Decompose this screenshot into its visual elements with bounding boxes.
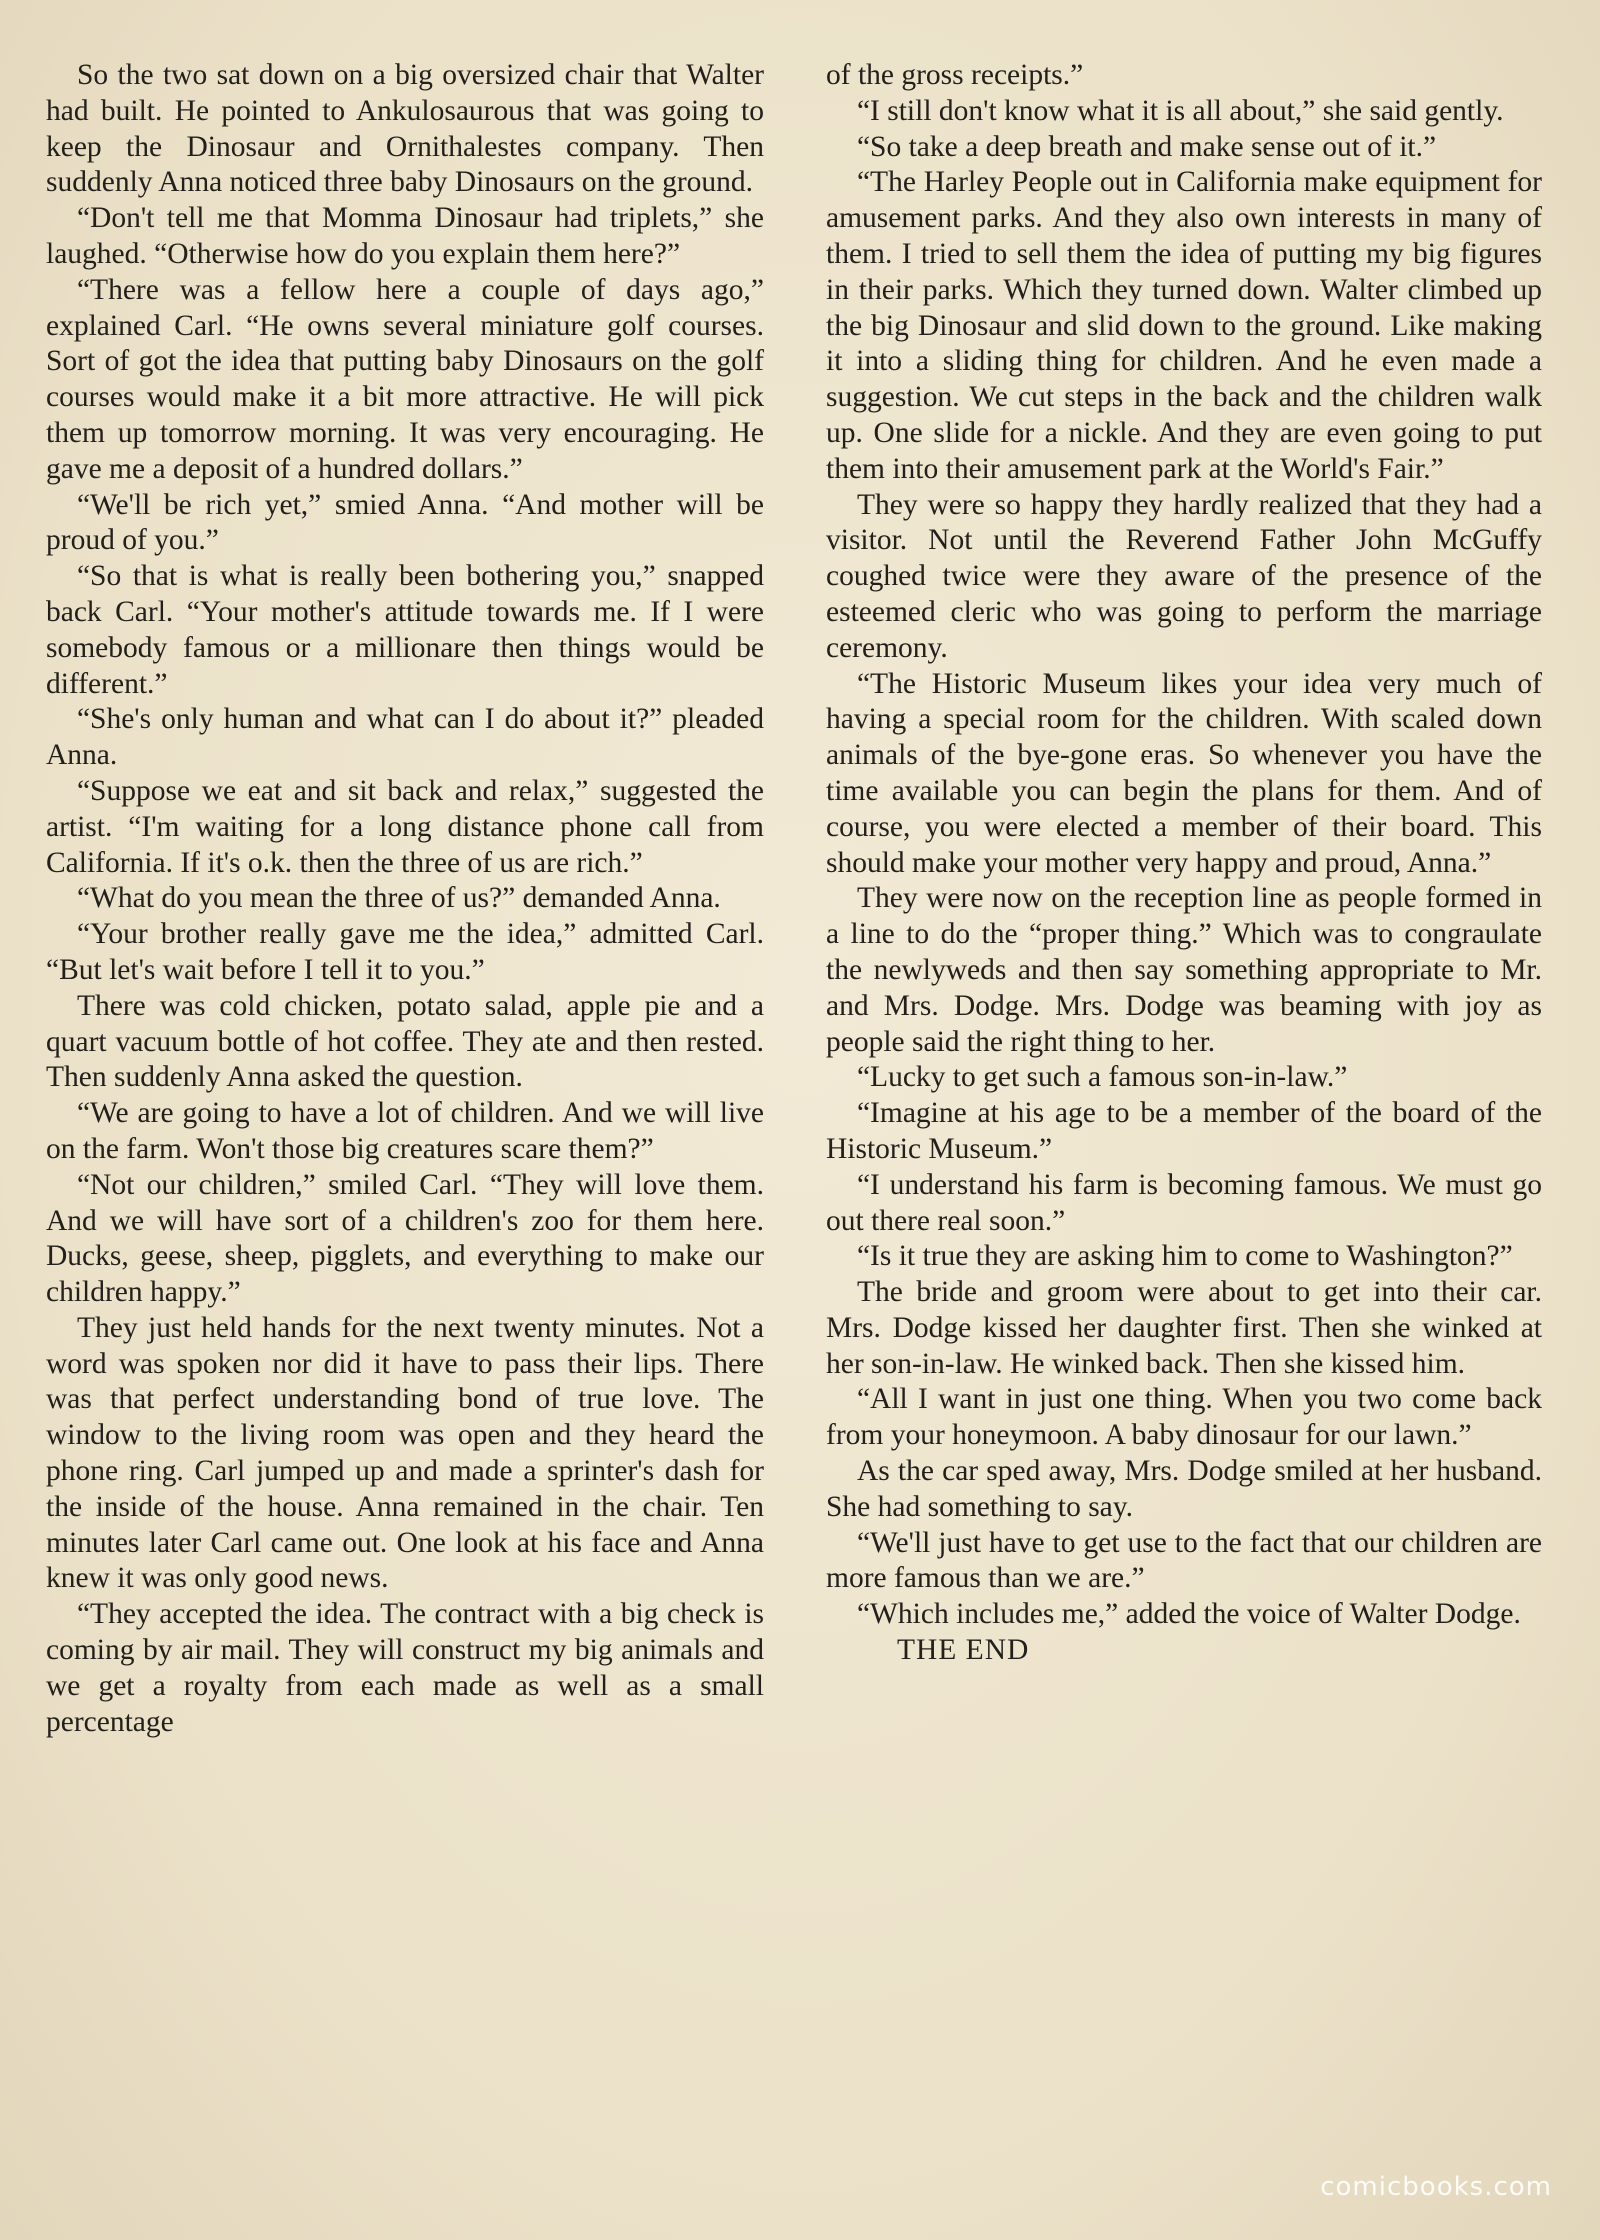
paragraph: “So take a deep breath and make sense out of it.” xyxy=(856,130,1437,163)
paragraph: They just held hands for the next twenty minutes. Not a word was spoken nor did it have to pass their lips. There was that perfect understanding bond of true love. The window to the living room was open and they heard the phone ring. Carl jumped up and made a sprinter's dash for the inside of the house. Anna remained in the chair. Ten minutes later Carl came out. One look at his face and Anna knew it was only good news. xyxy=(46,1311,764,1595)
the-end-label: THE END xyxy=(896,1634,1030,1667)
paragraph: “Your brother really gave me the idea,” admitted Carl. “But let's wait before I tell it to you.” xyxy=(46,918,764,986)
right-paragraphs xyxy=(826,58,1542,1633)
paragraph: “Is it true they are asking him to come to Washington?” xyxy=(856,1240,1513,1273)
paragraph: “Suppose we eat and sit back and relax,” suggested the artist. “I'm waiting for a long distance phone call from California. If it's o.k. then the three of us are rich.” xyxy=(46,774,764,879)
paragraph: There was cold chicken, potato salad, apple pie and a quart vacuum bottle of hot coffee. They ate and then rested. Then suddenly Anna asked the question. xyxy=(46,989,764,1094)
paragraph: “I understand his farm is becoming famous. We must go out there real soon.” xyxy=(826,1168,1542,1237)
paragraph: “What do you mean the three of us?” demanded Anna. xyxy=(76,882,721,915)
paragraph: “All I want in just one thing. When you two come back from your honeymoon. A baby dinosaur for our lawn.” xyxy=(826,1383,1542,1452)
paragraph: They were now on the reception line as people formed in a line to do the “proper thing.” Which was to congraulate the newlyweds and then say something appropriate to Mr. and Mrs. Dodge. Mrs. Dodge was beaming with joy as people said the right thing to her. xyxy=(826,882,1542,1058)
paragraph: “So that is what is really been bothering you,” snapped back Carl. “Your mother's attitude towards me. If I were somebody famous or a millionare then things would be different.” xyxy=(46,560,764,700)
paragraph: “I still don't know what it is all about,” she said gently. xyxy=(856,94,1504,127)
paragraph: “Not our children,” smiled Carl. “They will love them. And we will have sort of a children's zoo for them here. Ducks, geese, sheep, pigglets, and everything to make our children happy.” xyxy=(46,1168,764,1309)
paragraph: “The Harley People out in California make equipment for amusement parks. And they also own interests in many of them. I tried to sell them the idea of putting my big figures in their parks. Which they turned down. Walter climbed up the big Dinosaur and slid down to the ground. Like making it into a sliding thing for children. And he even made a suggestion. We cut steps in the back and the children walk up. One slide for a nickle. And they are even going to put them into their amusement park at the World's Fair.” xyxy=(826,166,1542,485)
paragraph: “We'll be rich yet,” smied Anna. “And mother will be proud of you.” xyxy=(46,488,764,557)
paragraph: As the car sped away, Mrs. Dodge smiled at her husband. She had something to say. xyxy=(826,1455,1542,1523)
left-text-column xyxy=(46,58,764,1740)
right-text-column xyxy=(826,58,1542,1669)
paragraph: They were so happy they hardly realized that they had a visitor. Not until the Reverend Father John McGuffy coughed twice were they aware of the presence of the esteemed cleric who was going to perform the marriage ceremony. xyxy=(826,488,1542,664)
paragraph: “The Historic Museum likes your idea very much of having a special room for the children. With scaled down animals of the bye-gone eras. So whenever you have the time available you can begin the plans for them. And of course, you were elected a member of their board. This should make your mother very happy and proud, Anna.” xyxy=(826,667,1542,879)
paragraph: The bride and groom were about to get into their car. Mrs. Dodge kissed her daughter first. Then she winked at her son-in-law. He winked back. Then she kissed him. xyxy=(826,1276,1542,1380)
paragraph: “Imagine at his age to be a member of the board of the Historic Museum.” xyxy=(826,1097,1542,1165)
paragraph: “We'll just have to get use to the fact that our children are more famous than we are.” xyxy=(826,1526,1542,1595)
paragraph: “They accepted the idea. The contract with a big check is coming by air mail. They will construct my big animals and we get a royalty from each made as well as a small percentage xyxy=(46,1598,764,1738)
paragraph: “Which includes me,” added the voice of Walter Dodge. xyxy=(856,1598,1521,1631)
paragraph: “There was a fellow here a couple of days ago,” explained Carl. “He owns several miniature golf courses. Sort of got the idea that putting baby Dinosaurs on the golf courses would make it a bit more attractive. He will pick them up tomorrow morning. It was very encouraging. He gave me a deposit of a hundred dollars.” xyxy=(46,273,764,485)
source-watermark: comicbooks.com xyxy=(1320,2172,1552,2202)
paragraph: of the gross receipts.” xyxy=(826,59,1084,91)
paragraph: So the two sat down on a big oversized chair that Walter had built. He pointed to Ankulosaurous that was going to keep the Dinosaur and Ornithalestes company. Then suddenly Anna noticed three baby Dinosaurs on the ground. xyxy=(46,59,764,199)
paragraph: “We are going to have a lot of children. And we will live on the farm. Won't those big creatures scare them?” xyxy=(46,1097,764,1165)
paragraph: “Don't tell me that Momma Dinosaur had triplets,” she laughed. “Otherwise how do you explain them here?” xyxy=(46,202,764,270)
paragraph: “She's only human and what can I do about it?” pleaded Anna. xyxy=(46,703,764,772)
paragraph: “Lucky to get such a famous son-in-law.” xyxy=(856,1061,1348,1094)
